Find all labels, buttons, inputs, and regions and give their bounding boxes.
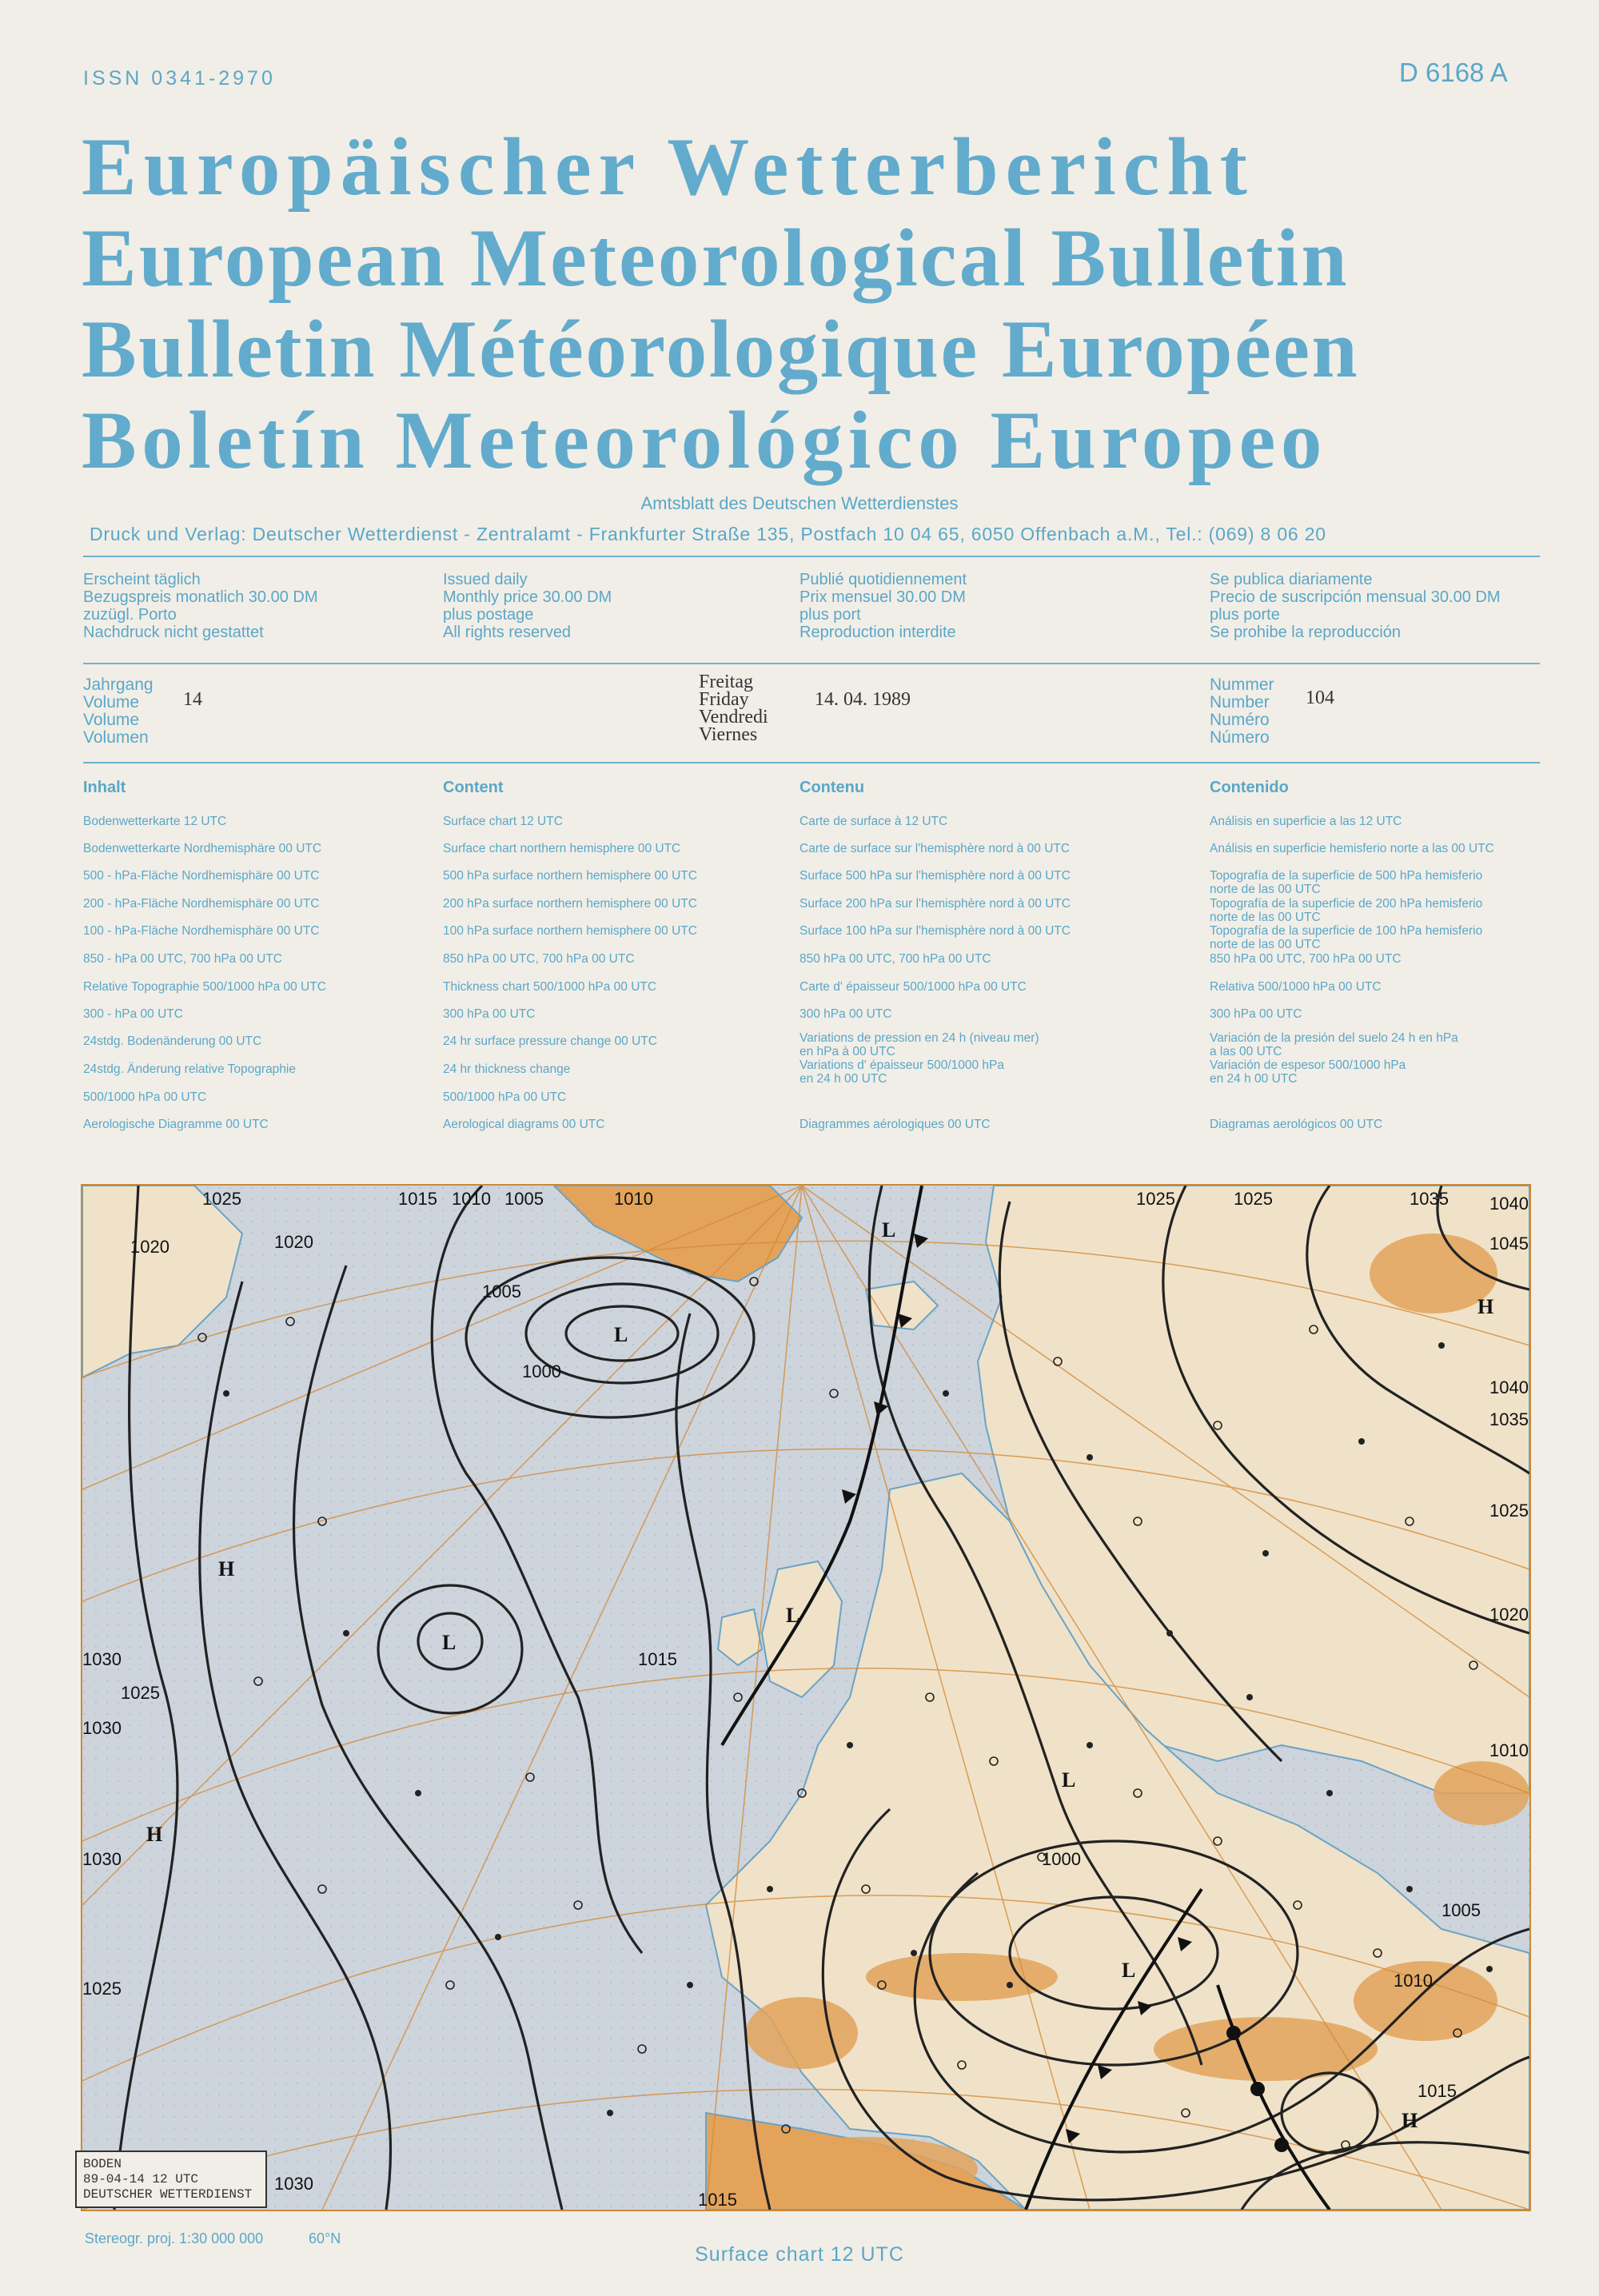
contents-item: norte de las 00 UTC: [1210, 883, 1321, 896]
contents-item: 500 - hPa-Fläche Nordhemisphäre 00 UTC: [83, 869, 320, 883]
publisher-line: Druck und Verlag: Deutscher Wetterdienst - Zentralamt - Frankfurter Straße 135, Postfach 10 04 65, 6050 Offenbach a.M., Tel.: (069) 8 06 20: [90, 524, 1326, 544]
contents-item: 300 hPa 00 UTC: [800, 1007, 892, 1021]
contents-item: Relativa 500/1000 hPa 00 UTC: [1210, 980, 1382, 994]
contents-item: Variations d' épaisseur 500/1000 hPa: [800, 1058, 1005, 1072]
number-label: Numéro: [1210, 711, 1270, 729]
title-spanish: Boletín Meteorológico Europeo: [82, 395, 1327, 486]
isobar-label: 1015: [1418, 2081, 1457, 2101]
contents-item: Surface 200 hPa sur l'hemisphère nord à 00 UTC: [800, 897, 1071, 911]
contents-item: Variación de espesor 500/1000 hPa: [1210, 1058, 1406, 1072]
contents-item: 24stdg. Bodenänderung 00 UTC: [83, 1034, 262, 1048]
number-label: Número: [1210, 728, 1270, 747]
isobar-label: 1035: [1410, 1189, 1449, 1209]
terms-line: All rights reserved: [443, 624, 572, 641]
isobar-label: 1015: [398, 1189, 437, 1209]
isobar-label: 1015: [698, 2190, 737, 2210]
contents-item: Diagramas aerológicos 00 UTC: [1210, 1118, 1383, 1131]
contents-item: Análisis en superficie a las 12 UTC: [1210, 815, 1402, 828]
contents-item: 500 hPa surface northern hemisphere 00 UTC: [443, 869, 697, 883]
isobar-label: 1020: [130, 1237, 169, 1257]
terms-line: Se publica diariamente: [1210, 571, 1373, 588]
number-labels: [1210, 676, 1274, 747]
contents-item: Carte d' épaisseur 500/1000 hPa 00 UTC: [800, 980, 1027, 994]
issue-date: 14. 04. 1989: [815, 689, 911, 710]
divider: [83, 663, 1540, 664]
terms-line: Monthly price 30.00 DM: [443, 588, 612, 606]
terms-line: plus port: [800, 606, 861, 624]
terms-es: [1210, 571, 1501, 641]
terms-line: Publié quotidiennement: [800, 571, 967, 588]
isobar-label: 1025: [1489, 1501, 1529, 1521]
contents-item: en 24 h 00 UTC: [800, 1072, 887, 1086]
isobar-label: 1000: [522, 1361, 561, 1381]
terms-en: [443, 571, 612, 641]
weather-map-svg: [82, 1186, 1529, 2210]
contents-item: Topografía de la superficie de 100 hPa hemisferio: [1210, 924, 1483, 938]
masthead-titles: [82, 122, 1545, 486]
volume-value: 14: [183, 689, 202, 710]
terms-line: Se prohibe la reproducción: [1210, 624, 1402, 641]
contents-item: Aerological diagrams 00 UTC: [443, 1118, 605, 1131]
number-label: Number: [1210, 693, 1270, 712]
divider: [83, 556, 1540, 557]
issn: ISSN 0341-2970: [83, 67, 276, 90]
contents-item: Topografía de la superficie de 200 hPa hemisferio: [1210, 897, 1483, 911]
isobar-label: 1020: [1489, 1604, 1529, 1624]
isobar-label: 1025: [202, 1189, 241, 1209]
volume-label: Volume: [83, 693, 140, 712]
contents-item: Aerologische Diagramme 00 UTC: [83, 1118, 269, 1131]
terms-de: [83, 571, 317, 641]
isobar-label: 1015: [638, 1649, 677, 1669]
title-english: European Meteorological Bulletin: [82, 213, 1350, 304]
contents-heading-es: Contenido: [1210, 779, 1289, 796]
isobar-label: 1010: [452, 1189, 491, 1209]
title-german: Europäischer Wetterbericht: [82, 122, 1254, 213]
day-label: Friday: [699, 689, 749, 710]
isobar-label: 1030: [274, 2174, 313, 2194]
contents-item: 300 - hPa 00 UTC: [83, 1007, 183, 1021]
isobar-label: 1040: [1489, 1377, 1529, 1397]
pressure-center: H: [1402, 2109, 1418, 2132]
contents-item: en 24 h 00 UTC: [1210, 1072, 1298, 1086]
pressure-center: H: [146, 1823, 163, 1846]
contents-heading-de: Inhalt: [83, 779, 126, 796]
contents-item: 24stdg. Änderung relative Topographie: [83, 1062, 296, 1076]
contents-item: Variations de pression en 24 h (niveau mer): [800, 1031, 1039, 1045]
isobar-label: 1010: [1394, 1971, 1433, 1991]
isobar-label: 1025: [82, 1979, 122, 1999]
isobar-label: 1040: [1489, 1194, 1529, 1214]
isobar-label: 1020: [274, 1232, 313, 1252]
contents-item: Carte de surface sur l'hemisphère nord à 00 UTC: [800, 842, 1071, 855]
isobar-label: 1025: [1234, 1189, 1273, 1209]
volume-label: Volumen: [83, 728, 149, 747]
terms-line: Bezugspreis monatlich 30.00 DM: [83, 588, 318, 606]
title-french: Bulletin Météorologique Européen: [82, 304, 1360, 395]
contents-heading-fr: Contenu: [800, 779, 865, 796]
issue-number: 104: [1306, 688, 1334, 708]
isobar-label: 1005: [482, 1282, 521, 1301]
contents-item: norte de las 00 UTC: [1210, 911, 1321, 924]
contents-item: 200 hPa surface northern hemisphere 00 UTC: [443, 897, 697, 911]
terms-line: Precio de suscripción mensual 30.00 DM: [1210, 588, 1501, 606]
contents-item: 24 hr surface pressure change 00 UTC: [443, 1034, 657, 1048]
contents-item: 850 - hPa 00 UTC, 700 hPa 00 UTC: [83, 952, 282, 966]
stamp-line: BODEN: [83, 2157, 122, 2171]
amtsblatt-line: Amtsblatt des Deutschen Wetterdienstes: [640, 493, 959, 513]
surface-chart-map: [81, 1184, 1531, 2211]
contents-item: Topografía de la superficie de 500 hPa hemisferio: [1210, 869, 1483, 883]
contents-item: 500/1000 hPa 00 UTC: [443, 1090, 567, 1104]
pressure-center: L: [442, 1631, 457, 1654]
contents-item: Surface 500 hPa sur l'hemisphère nord à 00 UTC: [800, 869, 1071, 883]
isobar-label: 1005: [504, 1189, 544, 1209]
contents-item: 24 hr thickness change: [443, 1062, 571, 1076]
contents-item: Bodenwetterkarte Nordhemisphäre 00 UTC: [83, 842, 322, 855]
isobar-label: 1000: [1042, 1849, 1081, 1869]
day-label: Viernes: [699, 724, 758, 745]
contents-item: Variación de la presión del suelo 24 h en hPa: [1210, 1031, 1458, 1045]
contents-item: 850 hPa 00 UTC, 700 hPa 00 UTC: [800, 952, 991, 966]
day-label: Freitag: [699, 672, 753, 692]
divider: [83, 762, 1540, 763]
contents-item: 100 - hPa-Fläche Nordhemisphäre 00 UTC: [83, 924, 320, 938]
volume-label: Jahrgang: [83, 676, 154, 694]
isobar-label: 1025: [121, 1683, 160, 1703]
contents-item: Análisis en superficie hemisferio norte a las 00 UTC: [1210, 842, 1494, 855]
pressure-center: H: [1477, 1295, 1494, 1318]
pressure-center: L: [786, 1604, 800, 1627]
contents-item: Surface chart northern hemisphere 00 UTC: [443, 842, 681, 855]
contents-item: a las 00 UTC: [1210, 1045, 1282, 1058]
isobar-label: 1030: [82, 1718, 122, 1738]
contents-item: 850 hPa 00 UTC, 700 hPa 00 UTC: [443, 952, 635, 966]
contents-item: 300 hPa 00 UTC: [443, 1007, 536, 1021]
projection-note: Stereogr. proj. 1:30 000 000: [85, 2230, 264, 2246]
chart-stamp: [75, 2151, 267, 2208]
chart-caption: Surface chart 12 UTC: [695, 2243, 904, 2266]
isobar-label: 1030: [82, 1849, 122, 1869]
terms-line: Erscheint täglich: [83, 571, 201, 588]
terms-line: Issued daily: [443, 571, 528, 588]
number-label: Nummer: [1210, 676, 1274, 694]
day-label: Vendredi: [699, 707, 768, 727]
pressure-center: L: [1122, 1959, 1136, 1982]
volume-label: Volume: [83, 711, 140, 729]
isobar-label: 1025: [1136, 1189, 1175, 1209]
stamp-line: DEUTSCHER WETTERDIENST: [83, 2187, 253, 2202]
contents-item: Diagrammes aérologiques 00 UTC: [800, 1118, 991, 1131]
terms-line: Prix mensuel 30.00 DM: [800, 588, 966, 606]
contents-item: en hPa à 00 UTC: [800, 1045, 895, 1058]
isobar-label: 1045: [1489, 1234, 1529, 1254]
isobar-label: 1030: [82, 1649, 122, 1669]
terms-fr: [800, 571, 967, 641]
terms-line: zuzügl. Porto: [83, 606, 177, 624]
contents-item: Thickness chart 500/1000 hPa 00 UTC: [443, 980, 657, 994]
latitude-note: 60°N: [309, 2230, 341, 2246]
pressure-center: L: [614, 1323, 628, 1346]
stamp-line: 89-04-14 12 UTC: [83, 2172, 199, 2186]
isobar-label: 1010: [614, 1189, 653, 1209]
terms-line: plus postage: [443, 606, 534, 624]
contents-heading-en: Content: [443, 779, 504, 796]
contents-item: Surface chart 12 UTC: [443, 815, 563, 828]
contents-item: 300 hPa 00 UTC: [1210, 1007, 1302, 1021]
isobar-label: 1005: [1441, 1900, 1481, 1920]
contents-item: Surface 100 hPa sur l'hemisphère nord à 00 UTC: [800, 924, 1071, 938]
contents-item: Bodenwetterkarte 12 UTC: [83, 815, 227, 828]
contents-item: norte de las 00 UTC: [1210, 938, 1321, 951]
isobar-label: 1035: [1489, 1409, 1529, 1429]
day-labels: [699, 673, 768, 743]
isobar-label: 1010: [1489, 1740, 1529, 1760]
pressure-center: L: [1062, 1768, 1076, 1792]
contents-item: 200 - hPa-Fläche Nordhemisphäre 00 UTC: [83, 897, 320, 911]
contents-item: Carte de surface à 12 UTC: [800, 815, 948, 828]
volume-labels: [83, 676, 154, 747]
pressure-center: H: [218, 1557, 235, 1580]
pressure-center: L: [882, 1218, 896, 1242]
contents-item: 850 hPa 00 UTC, 700 hPa 00 UTC: [1210, 952, 1402, 966]
terms-line: Nachdruck nicht gestattet: [83, 624, 264, 641]
publication-code: D 6168 A: [1399, 58, 1508, 87]
contents-item: Relative Topographie 500/1000 hPa 00 UTC: [83, 980, 326, 994]
terms-line: Reproduction interdite: [800, 624, 956, 641]
contents-item: 500/1000 hPa 00 UTC: [83, 1090, 207, 1104]
contents-item: 100 hPa surface northern hemisphere 00 UTC: [443, 924, 697, 938]
terms-line: plus porte: [1210, 606, 1280, 624]
